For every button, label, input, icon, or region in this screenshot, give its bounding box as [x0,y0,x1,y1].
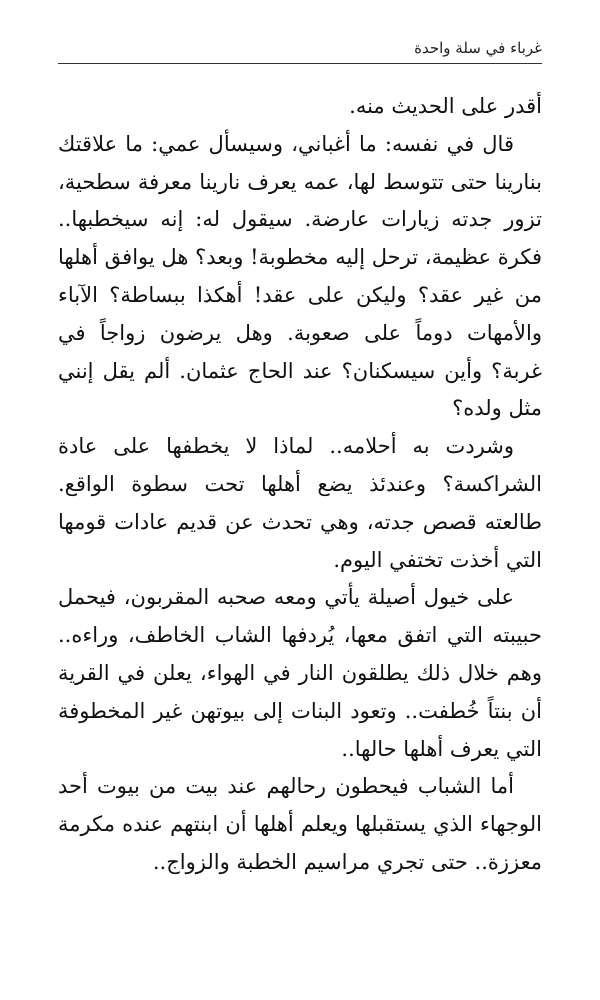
page-body [58,88,542,882]
paragraph-4: على خيول أصيلة يأتي ومعه صحبه المقربون، فيحمل حبيبته التي اتفق معها، يُردفها الشاب الخاطف، وراءه.. وهم خلال ذلك يطلقون النار في الهواء، يعلن في القرية أن بنتاً خُطفت.. وتعود البنات إلى بيوتهن غير المخطوفة التي يعرف أهلها حالها.. [58,585,542,761]
paragraph-1: أقدر على الحديث منه. [349,94,542,118]
paragraph-3: وشردت به أحلامه.. لماذا لا يخطفها على عادة الشراكسة؟ وعندئذ يضع أهلها تحت سطوة الواقع. طالعته قصص جدته، وهي تحدث عن قديم عادات قومها التي أخذت تختفي اليوم. [58,434,542,572]
running-header: غرباء في سلة واحدة [58,38,542,64]
paragraph-2: قال في نفسه: ما أغباني، وسيسأل عمي: ما علاقتك بنارينا حتى تتوسط لها، عمه يعرف نارينا معرفة سطحية، تزور جدته زيارات عارضة. سيقول له: إنه سيخطبها.. فكرة عظيمة، ترحل إليه مخطوبة! وبعد؟ هل يوافق أهلها من غير عقد؟ وليكن على عقد! أهكذا ببساطة؟ الآباء والأمهات دوماً على صعوبة. وهل يرضون زواجاً في غربة؟ وأين سيسكنان؟ عند الحاج عثمان. ألم يقل إنني مثل ولده؟ [58,131,542,421]
paragraph-5: أما الشباب فيحطون رحالهم عند بيت من بيوت أحد الوجهاء الذي يستقبلها ويعلم أهلها أن ابنتهم عنده مكرمة معززة.. حتى تجري مراسيم الخطبة والزواج.. [58,774,542,874]
